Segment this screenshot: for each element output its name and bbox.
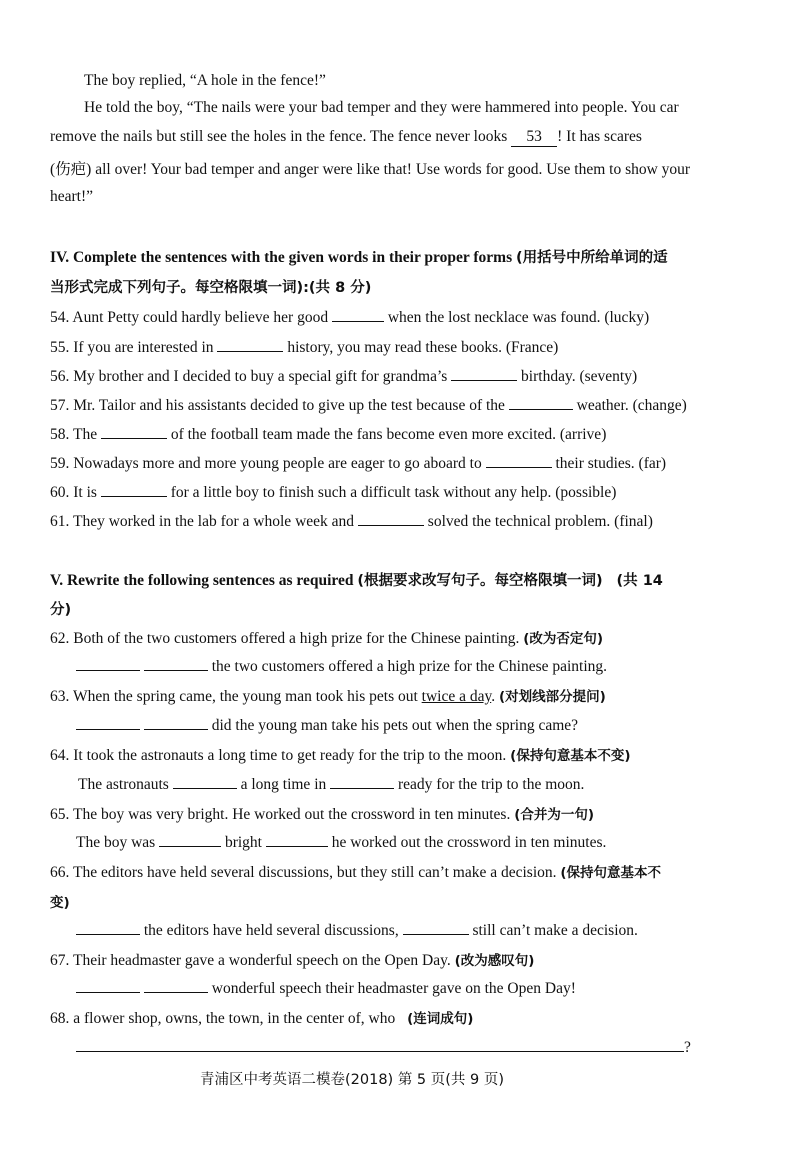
- passage-text: remove the nails but still see the holes in the fence. The fence never looks: [50, 128, 508, 145]
- q67-requirement: (改为感叹句): [454, 953, 535, 969]
- q62-blank-2[interactable]: [144, 656, 208, 671]
- q64-answer-text: The astronauts: [78, 776, 169, 793]
- passage-line-1: The boy replied, “A hole in the fence!”: [84, 72, 326, 89]
- section-4-title: [50, 246, 668, 267]
- q68-question-mark: ?: [684, 1039, 691, 1056]
- q64-blank-2[interactable]: [330, 774, 394, 789]
- section-5-title-cont: 分): [50, 602, 72, 618]
- question-66-answer: [76, 920, 638, 940]
- q59-hint: their studies. (far): [555, 455, 667, 472]
- q57-blank[interactable]: [509, 395, 573, 410]
- question-65-answer: [76, 832, 606, 852]
- question-63: [50, 685, 606, 706]
- q67-answer-text: wonderful speech their headmaster gave on the Open Day!: [211, 980, 576, 997]
- q66-requirement: (保持句意基本不: [560, 865, 662, 881]
- question-55: [50, 337, 558, 357]
- q65-blank-2[interactable]: [266, 832, 328, 847]
- question-67: [50, 949, 534, 970]
- q60-text: 60. It is: [50, 484, 97, 501]
- q58-blank[interactable]: [101, 424, 167, 439]
- question-62: [50, 627, 603, 648]
- q62-requirement: (改为否定句): [523, 631, 604, 647]
- q64-blank-1[interactable]: [173, 774, 237, 789]
- question-63-answer: [76, 715, 578, 735]
- q57-text: 57. Mr. Tailor and his assistants decided to give up the test because of the: [50, 397, 505, 414]
- q68-answer-line[interactable]: [76, 1037, 684, 1052]
- q56-hint: birthday. (seventy): [521, 368, 638, 385]
- question-68-answer: [76, 1037, 691, 1057]
- page-footer: 青浦区中考英语二模卷(2018) 第 5 页(共 9 页): [200, 1072, 505, 1088]
- question-56: [50, 366, 637, 386]
- q62-text: 62. Both of the two customers offered a high prize for the Chinese painting.: [50, 630, 520, 647]
- q67-text: 67. Their headmaster gave a wonderful speech on the Open Day.: [50, 952, 451, 969]
- q54-blank[interactable]: [332, 307, 384, 322]
- q63-underlined: twice a day: [421, 688, 492, 705]
- question-65: [50, 803, 594, 824]
- q61-hint: solved the technical problem. (final): [427, 513, 653, 530]
- q63-blank-2[interactable]: [144, 715, 208, 730]
- q64-text: 64. It took the astronauts a long time to get ready for the trip to the moon.: [50, 747, 507, 764]
- q66-answer-text: the editors have held several discussions,: [143, 922, 399, 939]
- q68-text: 68. a flower shop, owns, the town, in the center of, who: [50, 1010, 396, 1027]
- q60-blank[interactable]: [101, 482, 167, 497]
- q64-answer-text: ready for the trip to the moon.: [398, 776, 585, 793]
- question-62-answer: [76, 656, 607, 676]
- q65-requirement: (合并为一句): [514, 807, 595, 823]
- question-60: [50, 482, 616, 502]
- q62-blank-1[interactable]: [76, 656, 140, 671]
- q58-hint: of the football team made the fans become even more excited. (arrive): [170, 426, 607, 443]
- q59-text: 59. Nowadays more and more young people are eager to go aboard to: [50, 455, 482, 472]
- q65-answer-text: bright: [224, 834, 262, 851]
- q66-answer-text: still can’t make a decision.: [472, 922, 638, 939]
- passage-line-4: (伤疤) all over! Your bad temper and anger were like that! Use words for good. Use them to show your: [50, 161, 691, 178]
- q58-text: 58. The: [50, 426, 98, 443]
- q64-requirement: (保持句意基本不变): [510, 748, 631, 764]
- q63-text: 63. When the spring came, the young man took his pets out: [50, 688, 418, 705]
- section-4-title-cn: (用括号中所给单词的适: [515, 250, 668, 266]
- question-54: [50, 307, 649, 327]
- section-5-title: [50, 569, 663, 590]
- question-57: [50, 395, 687, 415]
- passage-line-5: heart!”: [50, 188, 94, 205]
- passage-line-3: [50, 128, 642, 147]
- passage-line-2: He told the boy, “The nails were your bad temper and they were hammered into people. You car: [84, 99, 679, 116]
- question-68: [50, 1007, 473, 1028]
- q66-blank-2[interactable]: [403, 920, 469, 935]
- blank-53[interactable]: 53: [511, 128, 557, 147]
- question-61: [50, 511, 653, 531]
- q65-text: 65. The boy was very bright. He worked out the crossword in ten minutes.: [50, 806, 511, 823]
- section-5-title-en: V. Rewrite the following sentences as required: [50, 572, 354, 589]
- q56-text: 56. My brother and I decided to buy a special gift for grandma’s: [50, 368, 448, 385]
- q57-hint: weather. (change): [576, 397, 687, 414]
- q63-blank-1[interactable]: [76, 715, 140, 730]
- question-67-answer: [76, 978, 576, 998]
- q55-hint: history, you may read these books. (France): [287, 339, 559, 356]
- q66-blank-1[interactable]: [76, 920, 140, 935]
- section-5-score: (共 14: [616, 573, 663, 589]
- q65-answer-text: he worked out the crossword in ten minutes.: [331, 834, 607, 851]
- q64-answer-text: a long time in: [240, 776, 327, 793]
- q62-answer-text: the two customers offered a high prize for the Chinese painting.: [211, 658, 608, 675]
- q63-requirement: (对划线部分提问): [498, 689, 606, 705]
- q66-text: 66. The editors have held several discussions, but they still can’t make a decision.: [50, 864, 557, 881]
- q61-text: 61. They worked in the lab for a whole week and: [50, 513, 355, 530]
- q63-period: .: [491, 688, 496, 705]
- q55-text: 55. If you are interested in: [50, 339, 214, 356]
- section-4-title-en: IV. Complete the sentences with the given words in their proper forms: [50, 249, 513, 266]
- q56-blank[interactable]: [451, 366, 517, 381]
- q67-blank-1[interactable]: [76, 978, 140, 993]
- q54-hint: when the lost necklace was found. (lucky): [387, 309, 650, 326]
- q55-blank[interactable]: [217, 337, 283, 352]
- q67-blank-2[interactable]: [144, 978, 208, 993]
- question-64: [50, 744, 631, 765]
- q61-blank[interactable]: [358, 511, 424, 526]
- question-66: [50, 861, 661, 882]
- question-58: [50, 424, 606, 444]
- q54-text: 54. Aunt Petty could hardly believe her good: [50, 309, 329, 326]
- question-64-answer: [78, 774, 584, 794]
- q68-requirement: (连词成句): [407, 1011, 474, 1027]
- q60-hint: for a little boy to finish such a difficult task without any help. (possible): [170, 484, 617, 501]
- q65-blank-1[interactable]: [159, 832, 221, 847]
- q59-blank[interactable]: [486, 453, 552, 468]
- section-5-title-cn: (根据要求改写句子。每空格限填一词): [357, 573, 603, 589]
- question-59: [50, 453, 666, 473]
- passage-text: ! It has scares: [557, 128, 642, 145]
- section-4-title-cont: 当形式完成下列句子。每空格限填一词):(共 8 分): [50, 280, 372, 296]
- q63-answer-text: did the young man take his pets out when the spring came?: [211, 717, 579, 734]
- q65-answer-text: The boy was: [76, 834, 156, 851]
- q66-requirement-cont: 变): [50, 895, 70, 911]
